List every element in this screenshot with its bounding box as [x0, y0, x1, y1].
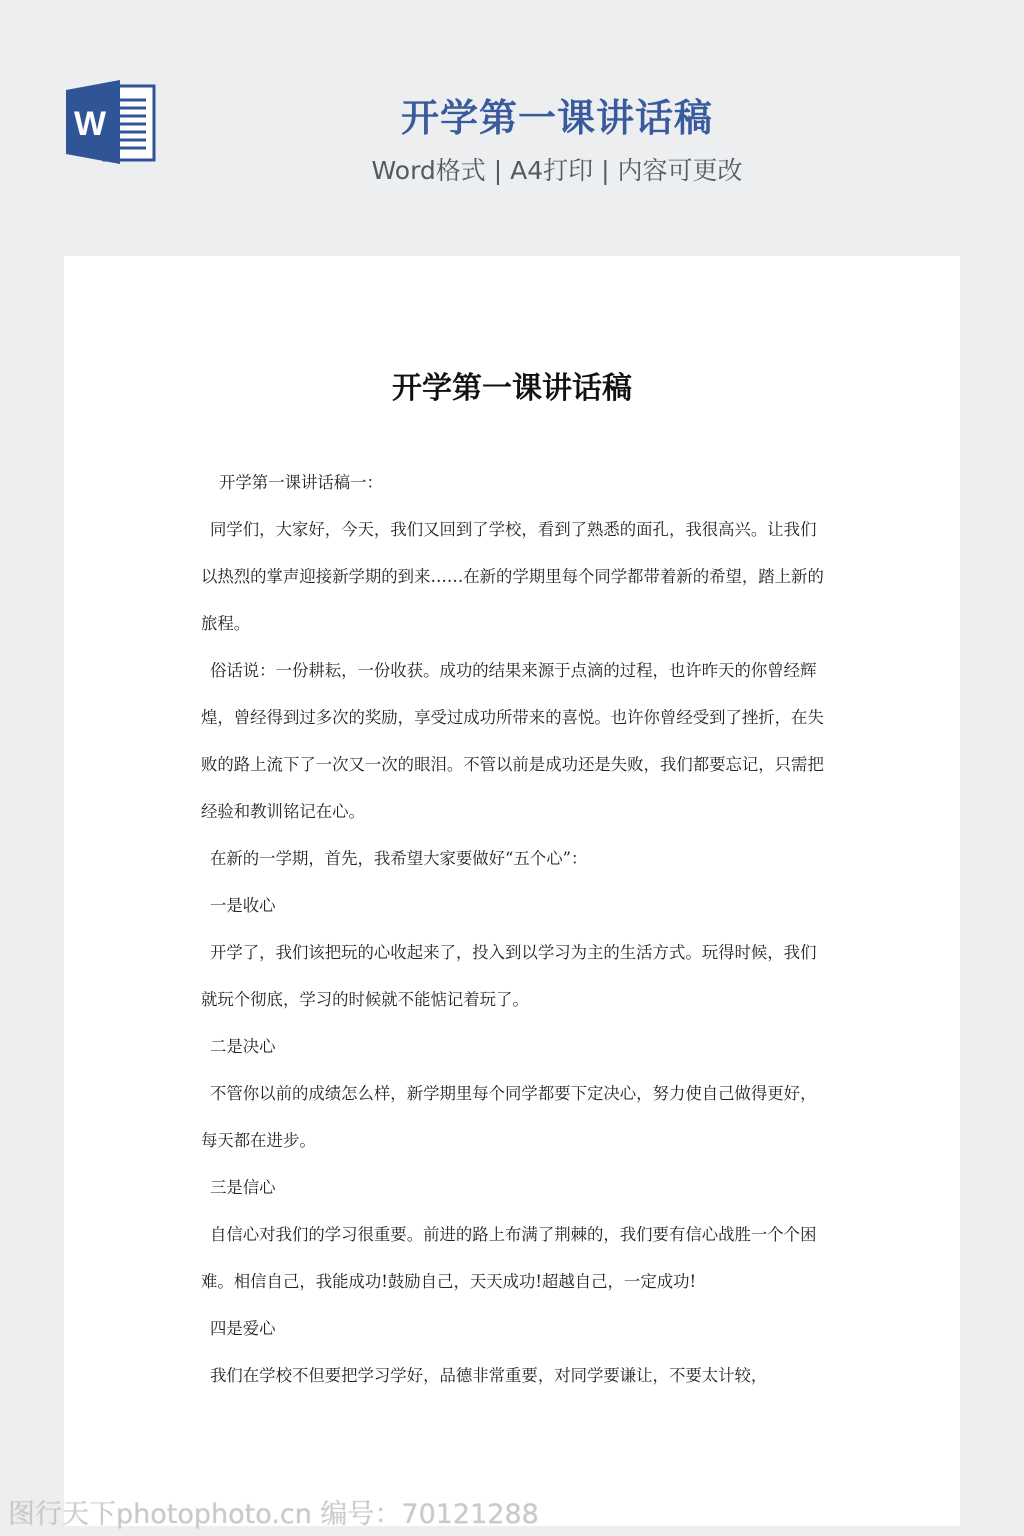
- section-heading: 四是爱心: [210, 1319, 276, 1338]
- document-title: 开学第一课讲话稿: [392, 371, 632, 406]
- paragraph: 不管你以前的成绩怎么样，新学期里每个同学都要下定决心，努力使自己做得更好，每天都在进步。: [201, 1084, 817, 1150]
- header-subtitle: Word格式 | A4打印 | 内容可更改: [371, 156, 743, 185]
- document-body: [201, 459, 831, 1399]
- word-logo-icon: [64, 80, 156, 164]
- section-heading: 二是决心: [210, 1037, 276, 1056]
- paragraph: 开学了，我们该把玩的心收起来了，投入到以学习为主的生活方式。玩得时候，我们就玩个彻底，学习的时候就不能惦记着玩了。: [201, 943, 817, 1009]
- paragraph: 自信心对我们的学习很重要。前进的路上布满了荆棘的，我们要有信心战胜一个个困难。相信自己，我能成功!鼓励自己，天天成功!超越自己，一定成功!: [201, 1225, 817, 1291]
- paragraph: 在新的一学期，首先，我希望大家要做好“五个心”：: [210, 849, 588, 868]
- paragraph: 我们在学校不但要把学习学好，品德非常重要，对同学要谦让，不要太计较，: [210, 1366, 768, 1385]
- section-heading: 三是信心: [210, 1178, 276, 1197]
- section-heading: 一是收心: [210, 896, 276, 915]
- paragraph: 俗话说：一份耕耘，一份收获。成功的结果来源于点滴的过程，也许昨天的你曾经辉煌，曾经得到过多次的奖励，享受过成功所带来的喜悦。也许你曾经受到了挫折，在失败的路上流下了一次又一次的眼泪。不管以前是成功还是失败，我们都要忘记，只需把经验和教训铭记在心。: [201, 661, 824, 821]
- paragraph: 同学们，大家好，今天，我们又回到了学校，看到了熟悉的面孔，我很高兴。让我们以热烈的掌声迎接新学期的到来……在新的学期里每个同学都带着新的希望，踏上新的旅程。: [201, 520, 824, 633]
- header-title: 开学第一课讲话稿: [400, 96, 713, 140]
- watermark: 图行天下photophoto.cn 编号：70121288: [8, 1499, 539, 1530]
- svg-text:W: W: [73, 105, 107, 143]
- paragraph: 开学第一课讲话稿一：: [219, 473, 383, 492]
- document-page: [64, 256, 960, 1526]
